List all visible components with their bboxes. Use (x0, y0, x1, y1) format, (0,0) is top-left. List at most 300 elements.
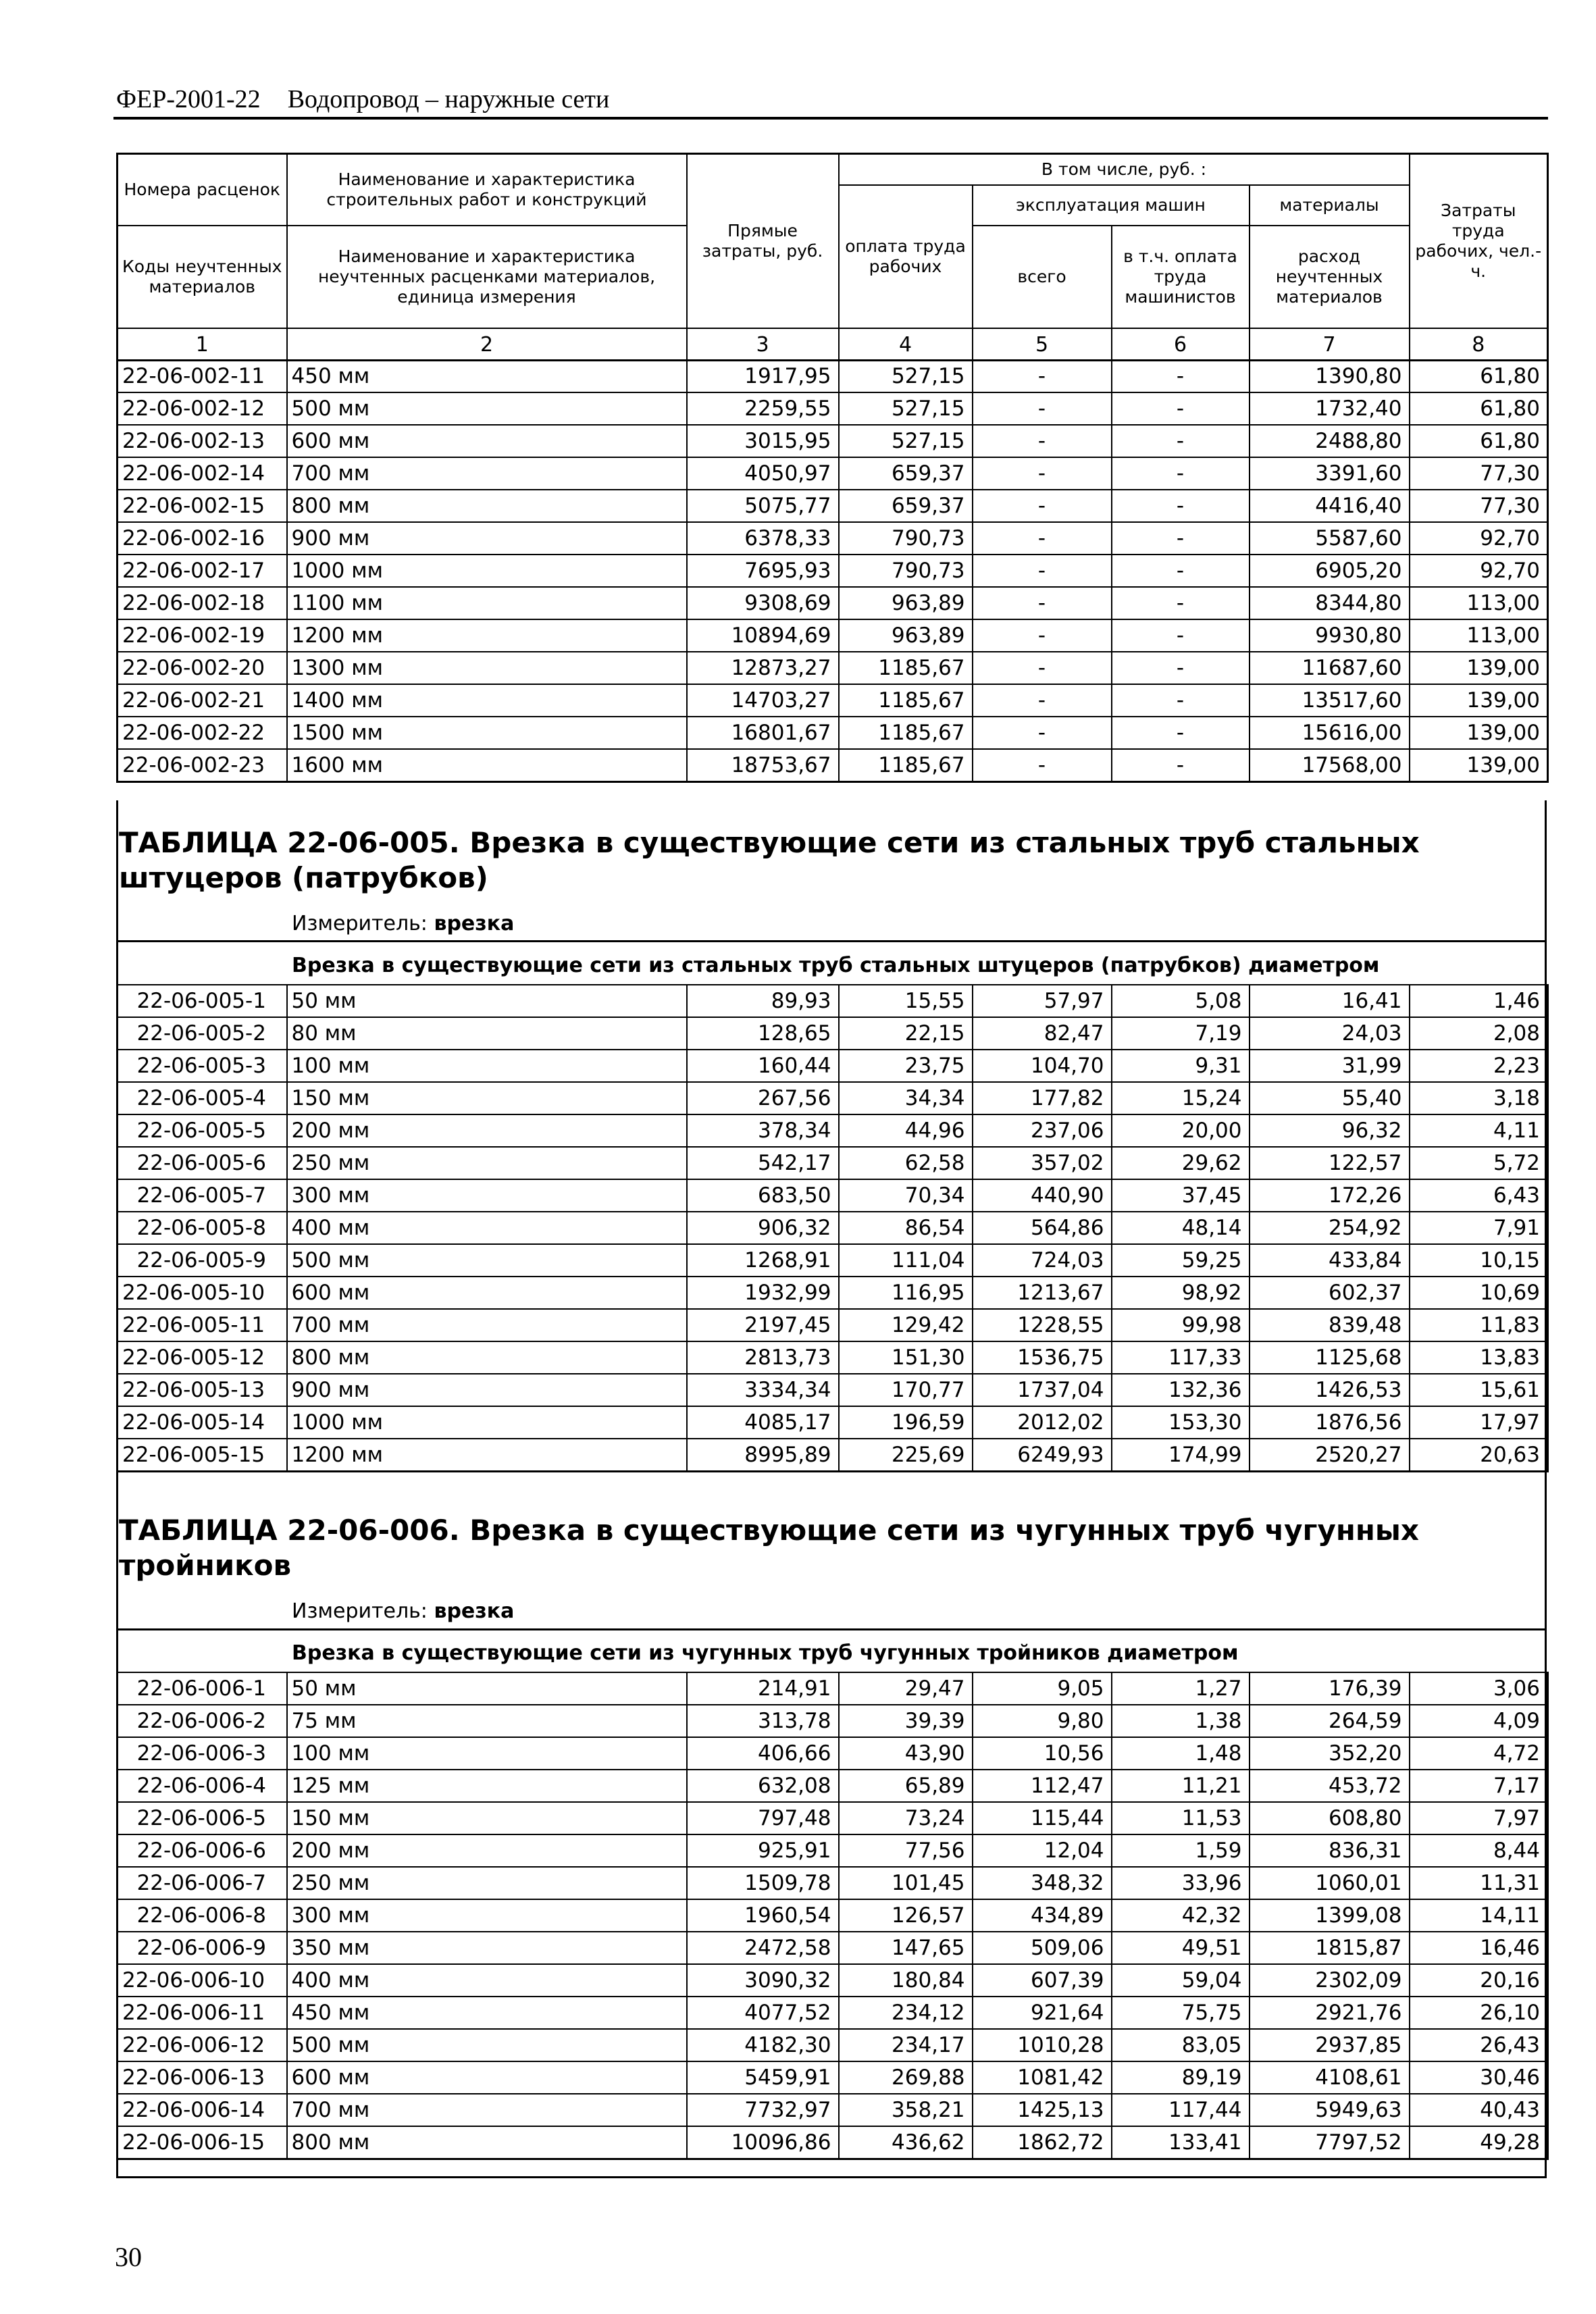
diameter: 125 мм (287, 1770, 687, 1802)
value-cell: 509,06 (973, 1932, 1112, 1964)
rate-code: 22-06-006-4 (118, 1770, 287, 1802)
value-cell: - (973, 619, 1112, 652)
value-cell: 92,70 (1410, 522, 1548, 555)
table-row (118, 619, 1548, 652)
value-cell: 1,59 (1112, 1834, 1250, 1867)
diameter: 700 мм (287, 2094, 687, 2126)
value-cell: 1509,78 (687, 1867, 839, 1899)
value-cell: 1185,67 (839, 717, 973, 749)
table-row (118, 1050, 1548, 1082)
value-cell: 117,44 (1112, 2094, 1250, 2126)
value-cell: - (1112, 522, 1250, 555)
value-cell: 139,00 (1410, 749, 1548, 782)
table-row (118, 1997, 1548, 2029)
value-cell: 9,05 (973, 1672, 1112, 1705)
rate-code: 22-06-005-6 (118, 1147, 287, 1179)
value-cell: 172,26 (1250, 1179, 1410, 1212)
value-cell: - (973, 555, 1112, 587)
diameter: 1600 мм (287, 749, 687, 782)
value-cell: 542,17 (687, 1147, 839, 1179)
value-cell: 16,41 (1250, 985, 1410, 1017)
rate-code: 22-06-005-11 (118, 1309, 287, 1341)
rate-code: 22-06-006-13 (118, 2061, 287, 2094)
value-cell: 925,91 (687, 1834, 839, 1867)
value-cell: 17,97 (1410, 1406, 1548, 1439)
diameter: 900 мм (287, 522, 687, 555)
rate-code: 22-06-005-2 (118, 1017, 287, 1050)
value-cell: 99,98 (1112, 1309, 1250, 1341)
value-cell: 49,51 (1112, 1932, 1250, 1964)
value-cell: 9,31 (1112, 1050, 1250, 1082)
document-code: ФЕР-2001-22 (116, 85, 261, 113)
value-cell: 267,56 (687, 1082, 839, 1114)
value-cell: 133,41 (1112, 2126, 1250, 2159)
rate-code: 22-06-002-16 (118, 522, 287, 555)
rate-code: 22-06-002-13 (118, 425, 287, 457)
value-cell: 6905,20 (1250, 555, 1410, 587)
value-cell: 7797,52 (1250, 2126, 1410, 2159)
header-machinist-pay: в т.ч. оплата труда машинистов (1112, 226, 1250, 328)
value-cell: 4085,17 (687, 1406, 839, 1439)
value-cell: 20,63 (1410, 1439, 1548, 1472)
value-cell: - (973, 684, 1112, 717)
value-cell: 111,04 (839, 1244, 973, 1277)
value-cell: 89,19 (1112, 2061, 1250, 2094)
table-row (118, 985, 1548, 1017)
value-cell: 82,47 (973, 1017, 1112, 1050)
column-number: 5 (973, 328, 1112, 361)
value-cell: 564,86 (973, 1212, 1112, 1244)
value-cell: 1932,99 (687, 1277, 839, 1309)
value-cell: 436,62 (839, 2126, 973, 2159)
diameter: 300 мм (287, 1899, 687, 1932)
value-cell: 378,34 (687, 1114, 839, 1147)
value-cell: 2197,45 (687, 1309, 839, 1341)
table-row (118, 392, 1548, 425)
value-cell: 1185,67 (839, 684, 973, 717)
value-cell: 12,04 (973, 1834, 1112, 1867)
value-cell: 1125,68 (1250, 1341, 1410, 1374)
value-cell: 15616,00 (1250, 717, 1410, 749)
rate-code: 22-06-002-23 (118, 749, 287, 782)
header-worker-pay: оплата труда рабочих (839, 185, 973, 329)
rate-code: 22-06-006-2 (118, 1705, 287, 1737)
value-cell: 6249,93 (973, 1439, 1112, 1472)
diameter: 800 мм (287, 2126, 687, 2159)
value-cell: 77,56 (839, 1834, 973, 1867)
value-cell: - (1112, 457, 1250, 490)
value-cell: 7732,97 (687, 2094, 839, 2126)
measure-value: врезка (434, 912, 515, 935)
diameter: 800 мм (287, 1341, 687, 1374)
value-cell: 527,15 (839, 360, 973, 392)
column-number: 7 (1250, 328, 1410, 361)
table-row (118, 2126, 1548, 2159)
diameter: 700 мм (287, 457, 687, 490)
value-cell: 48,14 (1112, 1212, 1250, 1244)
value-cell: - (973, 522, 1112, 555)
value-cell: 77,30 (1410, 457, 1548, 490)
column-number: 6 (1112, 328, 1250, 361)
value-cell: 608,80 (1250, 1802, 1410, 1834)
value-cell: 5949,63 (1250, 2094, 1410, 2126)
rate-code: 22-06-006-9 (118, 1932, 287, 1964)
value-cell: 139,00 (1410, 717, 1548, 749)
value-cell: 1426,53 (1250, 1374, 1410, 1406)
table-22-06-005-title: ТАБЛИЦА 22-06-005. Врезка в существующие сети из стальных труб стальных штуцеров (патрубков) (119, 826, 1420, 894)
rate-code: 22-06-002-22 (118, 717, 287, 749)
table-row (118, 2029, 1548, 2061)
header-material-codes: Коды неучтенных материалов (118, 226, 287, 328)
value-cell: 86,54 (839, 1212, 973, 1244)
measure-label: Измеритель: (292, 1599, 428, 1623)
value-cell: - (973, 587, 1112, 619)
value-cell: 139,00 (1410, 652, 1548, 684)
value-cell: 5,08 (1112, 985, 1250, 1017)
value-cell: 44,96 (839, 1114, 973, 1147)
table-row (118, 1114, 1548, 1147)
diameter: 150 мм (287, 1802, 687, 1834)
value-cell: - (1112, 749, 1250, 782)
value-cell: - (1112, 490, 1250, 522)
value-cell: 176,39 (1250, 1672, 1410, 1705)
value-cell: 16,46 (1410, 1932, 1548, 1964)
diameter: 450 мм (287, 1997, 687, 2029)
value-cell: 2813,73 (687, 1341, 839, 1374)
table-22-06-006 (116, 1672, 1547, 2160)
rate-code: 22-06-005-14 (118, 1406, 287, 1439)
value-cell: 9930,80 (1250, 619, 1410, 652)
value-cell: 4182,30 (687, 2029, 839, 2061)
rate-code: 22-06-002-20 (118, 652, 287, 684)
value-cell: 352,20 (1250, 1737, 1410, 1770)
value-cell: 17568,00 (1250, 749, 1410, 782)
value-cell: 26,10 (1410, 1997, 1548, 2029)
value-cell: 31,99 (1250, 1050, 1410, 1082)
value-cell: 6,43 (1410, 1179, 1548, 1212)
value-cell: 29,62 (1112, 1147, 1250, 1179)
value-cell: 23,75 (839, 1050, 973, 1082)
table-row (118, 1212, 1548, 1244)
value-cell: 196,59 (839, 1406, 973, 1439)
value-cell: 117,33 (1112, 1341, 1250, 1374)
value-cell: 15,55 (839, 985, 973, 1017)
table-22-06-006-title: ТАБЛИЦА 22-06-006. Врезка в существующие сети из чугунных труб чугунных тройников (119, 1514, 1419, 1582)
value-cell: 1425,13 (973, 2094, 1112, 2126)
value-cell: 116,95 (839, 1277, 973, 1309)
value-cell: 10,56 (973, 1737, 1112, 1770)
rate-code: 22-06-002-18 (118, 587, 287, 619)
value-cell: 57,97 (973, 985, 1112, 1017)
value-cell: 70,34 (839, 1179, 973, 1212)
rate-code: 22-06-002-21 (118, 684, 287, 717)
value-cell: 7695,93 (687, 555, 839, 587)
value-cell: 115,44 (973, 1802, 1112, 1834)
value-cell: 440,90 (973, 1179, 1112, 1212)
value-cell: 40,43 (1410, 2094, 1548, 2126)
column-number: 8 (1410, 328, 1548, 361)
diameter: 100 мм (287, 1737, 687, 1770)
value-cell: 1060,01 (1250, 1867, 1410, 1899)
value-cell: 313,78 (687, 1705, 839, 1737)
diameter: 350 мм (287, 1932, 687, 1964)
value-cell: 254,92 (1250, 1212, 1410, 1244)
value-cell: 1732,40 (1250, 392, 1410, 425)
value-cell: 13517,60 (1250, 684, 1410, 717)
value-cell: 174,99 (1112, 1439, 1250, 1472)
value-cell: 1399,08 (1250, 1899, 1410, 1932)
value-cell: 73,24 (839, 1802, 973, 1834)
value-cell: 1815,87 (1250, 1932, 1410, 1964)
value-cell: 921,64 (973, 1997, 1112, 2029)
value-cell: - (973, 652, 1112, 684)
rate-code: 22-06-006-1 (118, 1672, 287, 1705)
value-cell: 59,04 (1112, 1964, 1250, 1997)
value-cell: 433,84 (1250, 1244, 1410, 1277)
table-row (118, 1932, 1548, 1964)
table-row (118, 1341, 1548, 1374)
value-cell: 11,53 (1112, 1802, 1250, 1834)
value-cell: 2937,85 (1250, 2029, 1410, 2061)
value-cell: 1268,91 (687, 1244, 839, 1277)
value-cell: 16801,67 (687, 717, 839, 749)
header-machine-operation: эксплуатация машин (973, 185, 1250, 226)
value-cell: - (1112, 652, 1250, 684)
value-cell: 20,16 (1410, 1964, 1548, 1997)
value-cell: - (973, 360, 1112, 392)
value-cell: 30,46 (1410, 2061, 1548, 2094)
value-cell: 61,80 (1410, 425, 1548, 457)
value-cell: 358,21 (839, 2094, 973, 2126)
diameter: 1200 мм (287, 1439, 687, 1472)
value-cell: - (973, 749, 1112, 782)
rate-code: 22-06-005-15 (118, 1439, 287, 1472)
value-cell: 5075,77 (687, 490, 839, 522)
value-cell: 406,66 (687, 1737, 839, 1770)
value-cell: 4050,97 (687, 457, 839, 490)
table-row (118, 1705, 1548, 1737)
rate-code: 22-06-005-8 (118, 1212, 287, 1244)
value-cell: 7,17 (1410, 1770, 1548, 1802)
value-cell: 26,43 (1410, 2029, 1548, 2061)
diameter: 600 мм (287, 2061, 687, 2094)
rate-code: 22-06-006-10 (118, 1964, 287, 1997)
value-cell: 1876,56 (1250, 1406, 1410, 1439)
value-cell: - (973, 490, 1112, 522)
value-cell: 4108,61 (1250, 2061, 1410, 2094)
value-cell: 7,19 (1112, 1017, 1250, 1050)
diameter: 50 мм (287, 1672, 687, 1705)
diameter: 250 мм (287, 1147, 687, 1179)
diameter: 800 мм (287, 490, 687, 522)
value-cell: 237,06 (973, 1114, 1112, 1147)
value-cell: 65,89 (839, 1770, 973, 1802)
value-cell: 234,17 (839, 2029, 973, 2061)
value-cell: 2488,80 (1250, 425, 1410, 457)
value-cell: 4416,40 (1250, 490, 1410, 522)
diameter: 75 мм (287, 1705, 687, 1737)
rate-code: 22-06-005-4 (118, 1082, 287, 1114)
value-cell: 357,02 (973, 1147, 1112, 1179)
rate-code: 22-06-005-7 (118, 1179, 287, 1212)
table-row (118, 1867, 1548, 1899)
value-cell: 7,91 (1410, 1212, 1548, 1244)
value-cell: 98,92 (1112, 1277, 1250, 1309)
value-cell: 5459,91 (687, 2061, 839, 2094)
table-row (118, 684, 1548, 717)
diameter: 1000 мм (287, 1406, 687, 1439)
value-cell: 5,72 (1410, 1147, 1548, 1179)
value-cell: 434,89 (973, 1899, 1112, 1932)
value-cell: 77,30 (1410, 490, 1548, 522)
table-row (118, 1017, 1548, 1050)
value-cell: 153,30 (1112, 1406, 1250, 1439)
value-cell: 113,00 (1410, 587, 1548, 619)
value-cell: 5587,60 (1250, 522, 1410, 555)
divider (116, 940, 1547, 942)
column-number: 3 (687, 328, 839, 361)
table-row (118, 1770, 1548, 1802)
value-cell: 2520,27 (1250, 1439, 1410, 1472)
table-row (118, 1082, 1548, 1114)
value-cell: 602,37 (1250, 1277, 1410, 1309)
table-row (118, 1834, 1548, 1867)
rate-code: 22-06-006-8 (118, 1899, 287, 1932)
rate-code: 22-06-006-12 (118, 2029, 287, 2061)
value-cell: 34,34 (839, 1082, 973, 1114)
diameter: 250 мм (287, 1867, 687, 1899)
value-cell: 963,89 (839, 587, 973, 619)
value-cell: - (1112, 555, 1250, 587)
value-cell: 527,15 (839, 392, 973, 425)
value-cell: 59,25 (1112, 1244, 1250, 1277)
value-cell: 151,30 (839, 1341, 973, 1374)
diameter: 150 мм (287, 1082, 687, 1114)
measure-value: врезка (434, 1599, 515, 1623)
value-cell: 632,08 (687, 1770, 839, 1802)
value-cell: 1,38 (1112, 1705, 1250, 1737)
value-cell: 3391,60 (1250, 457, 1410, 490)
value-cell: - (1112, 717, 1250, 749)
value-cell: 96,32 (1250, 1114, 1410, 1147)
value-cell: 2472,58 (687, 1932, 839, 1964)
value-cell: 607,39 (973, 1964, 1112, 1997)
value-cell: 2259,55 (687, 392, 839, 425)
value-cell: 527,15 (839, 425, 973, 457)
value-cell: 112,47 (973, 1770, 1112, 1802)
table-row (118, 1309, 1548, 1341)
diameter: 1400 мм (287, 684, 687, 717)
column-number: 4 (839, 328, 973, 361)
value-cell: 264,59 (1250, 1705, 1410, 1737)
column-number: 1 (118, 328, 287, 361)
column-header (116, 153, 1547, 361)
value-cell: 177,82 (973, 1082, 1112, 1114)
measure-unit (292, 912, 514, 935)
value-cell: 4,11 (1410, 1114, 1548, 1147)
value-cell: 9308,69 (687, 587, 839, 619)
value-cell: 836,31 (1250, 1834, 1410, 1867)
value-cell: - (1112, 392, 1250, 425)
table-row (118, 1179, 1548, 1212)
value-cell: 453,72 (1250, 1770, 1410, 1802)
value-cell: 33,96 (1112, 1867, 1250, 1899)
value-cell: 15,24 (1112, 1082, 1250, 1114)
value-cell: 61,80 (1410, 360, 1548, 392)
value-cell: 43,90 (839, 1737, 973, 1770)
value-cell: 113,00 (1410, 619, 1548, 652)
table-row (118, 555, 1548, 587)
measure-unit (292, 1599, 514, 1623)
value-cell: 234,12 (839, 1997, 973, 2029)
header-direct-costs: Прямые затраты, руб. (687, 154, 839, 329)
header-work-name: Наименование и характеристика строительных работ и конструкций (287, 154, 687, 226)
value-cell: 4,09 (1410, 1705, 1548, 1737)
value-cell: 3,18 (1410, 1082, 1548, 1114)
diameter: 1000 мм (287, 555, 687, 587)
header-including: В том числе, руб. : (839, 154, 1410, 185)
diameter: 50 мм (287, 985, 687, 1017)
diameter: 100 мм (287, 1050, 687, 1082)
table-row (118, 490, 1548, 522)
value-cell: 1,46 (1410, 985, 1548, 1017)
value-cell: 18753,67 (687, 749, 839, 782)
rate-code: 22-06-005-5 (118, 1114, 287, 1147)
value-cell: 42,32 (1112, 1899, 1250, 1932)
value-cell: 2012,02 (973, 1406, 1112, 1439)
diameter: 450 мм (287, 360, 687, 392)
value-cell: 62,58 (839, 1147, 973, 1179)
value-cell: - (973, 457, 1112, 490)
value-cell: 132,36 (1112, 1374, 1250, 1406)
value-cell: - (1112, 619, 1250, 652)
value-cell: 6378,33 (687, 522, 839, 555)
table-row (118, 587, 1548, 619)
rate-code: 22-06-002-15 (118, 490, 287, 522)
value-cell: 101,45 (839, 1867, 973, 1899)
table-row (118, 1439, 1548, 1472)
diameter: 700 мм (287, 1309, 687, 1341)
value-cell: 14,11 (1410, 1899, 1548, 1932)
table-row (118, 1899, 1548, 1932)
rate-code: 22-06-006-14 (118, 2094, 287, 2126)
value-cell: 83,05 (1112, 2029, 1250, 2061)
value-cell: - (1112, 360, 1250, 392)
value-cell: 10096,86 (687, 2126, 839, 2159)
value-cell: 963,89 (839, 619, 973, 652)
diameter: 400 мм (287, 1964, 687, 1997)
value-cell: 29,47 (839, 1672, 973, 1705)
rate-code: 22-06-005-13 (118, 1374, 287, 1406)
value-cell: 348,32 (973, 1867, 1112, 1899)
rate-code: 22-06-006-7 (118, 1867, 287, 1899)
value-cell: - (973, 392, 1112, 425)
header-rule (113, 117, 1548, 120)
table-row (118, 425, 1548, 457)
value-cell: 1185,67 (839, 652, 973, 684)
diameter: 200 мм (287, 1114, 687, 1147)
rate-code: 22-06-006-15 (118, 2126, 287, 2159)
value-cell: 797,48 (687, 1802, 839, 1834)
value-cell: - (973, 425, 1112, 457)
value-cell: 13,83 (1410, 1341, 1548, 1374)
value-cell: 1010,28 (973, 2029, 1112, 2061)
value-cell: 89,93 (687, 985, 839, 1017)
value-cell: 7,97 (1410, 1802, 1548, 1834)
rate-code: 22-06-005-10 (118, 1277, 287, 1309)
diameter: 400 мм (287, 1212, 687, 1244)
header-machines-total: всего (973, 226, 1112, 328)
